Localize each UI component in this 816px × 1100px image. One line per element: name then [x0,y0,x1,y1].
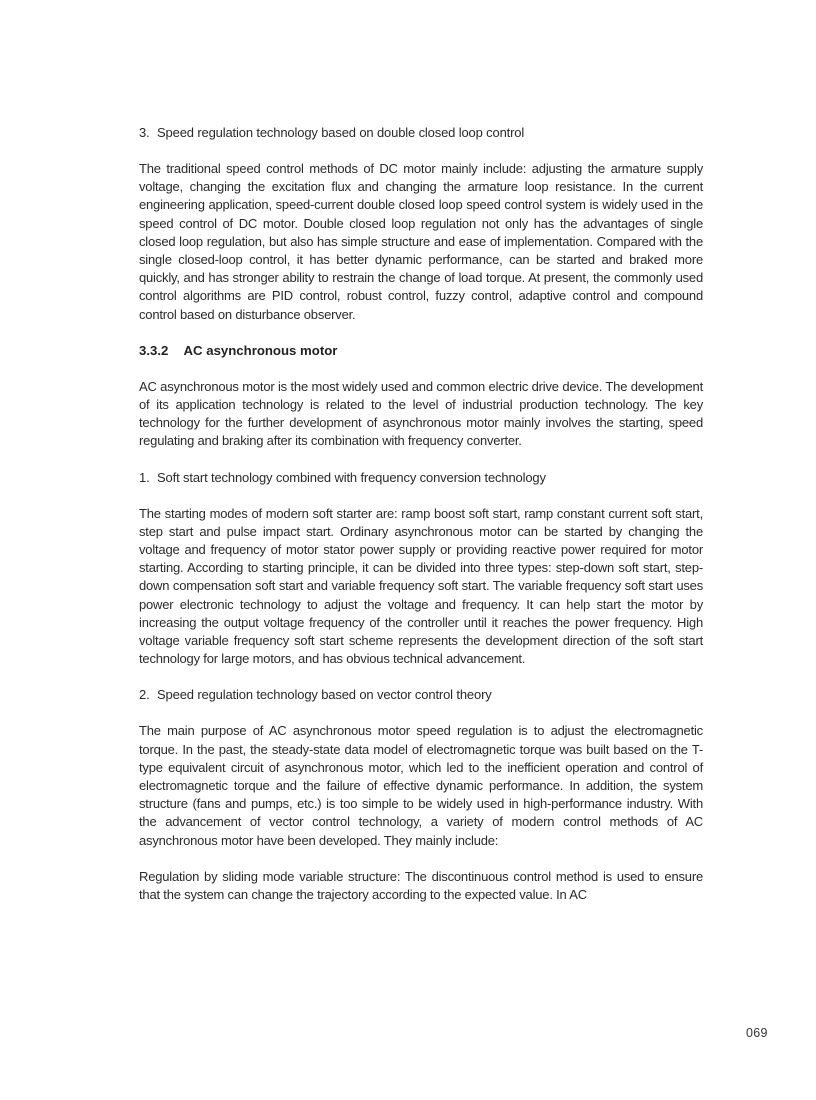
subheading-number: 2. [139,687,150,703]
page-number: 069 [746,1026,768,1040]
subheading-text: Speed regulation technology based on vector control theory [157,687,492,703]
paragraph-dc-motor-speed-control: The traditional speed control methods of DC motor mainly include: adjusting the armature supply voltage, changing the excitation flux and changing the armature loop resistance. In the current engineering application, speed-current double closed loop speed control system is widely used in the speed control of DC motor. Double closed loop regulation not only has the advantages of single closed loop regulation, but also has simple structure and ease of implementation. Compared with the single closed-loop control, it has better dynamic performance, can be started and braked more quickly, and has stronger ability to restrain the change of load torque. At present, the commonly used control algorithms are PID control, robust control, fuzzy control, adaptive control and compound control based on disturbance observer. [139,161,703,322]
subheading-vector-control [139,686,703,704]
paragraph-sliding-mode: Regulation by sliding mode variable structure: The discontinuous control method is used to ensure that the system can change the trajectory according to the expected value. In AC [139,868,703,903]
subheading-text: Soft start technology combined with frequency conversion technology [157,469,546,485]
subheading-soft-start [139,469,703,487]
document-page [139,124,703,922]
subheading-number: 3. [139,125,150,140]
section-heading-ac-asynchronous-motor [139,342,703,360]
paragraph-soft-start-modes: The starting modes of modern soft starter are: ramp boost soft start, ramp constant current soft start, step start and pulse impact start. Ordinary asynchronous motor can be started by changing the voltage and frequency of motor stator power supply or providing reactive power required for motor starting. According to starting principle, it can be divided into three types: step-down soft start, step-down compensation soft start and variable frequency soft start. The variable frequency soft start uses power electronic technology to adjust the voltage and frequency. It can help start the motor by increasing the output voltage frequency of the controller until it reaches the power frequency. High voltage variable frequency soft start scheme represents the development direction of the soft start technology for large motors, and has obvious technical advancement. [139,505,703,667]
section-number: 3.3.2 [139,342,169,358]
section-title: AC asynchronous motor [183,342,338,358]
subheading-text: Speed regulation technology based on double closed loop control [157,125,525,140]
subheading-double-closed-loop [139,124,703,142]
subheading-number: 1. [139,469,150,485]
paragraph-ac-motor-intro: AC asynchronous motor is the most widely used and common electric drive device. The development of its application technology is related to the level of industrial production technology. The key technology for the further development of asynchronous motor mainly involves the starting, speed regulating and braking after its combination with frequency converter. [139,378,703,449]
paragraph-vector-control-purpose: The main purpose of AC asynchronous motor speed regulation is to adjust the electromagnetic torque. In the past, the steady-state data model of electromagnetic torque was built based on the T-type equivalent circuit of asynchronous motor, which led to the inefficient operation and control of electromagnetic torque and the failure of effective dynamic performance. In addition, the system structure (fans and pumps, etc.) is too simple to be widely used in high-performance industry. With the advancement of vector control technology, a variety of modern control methods of AC asynchronous motor have been developed. They mainly include: [139,723,703,848]
